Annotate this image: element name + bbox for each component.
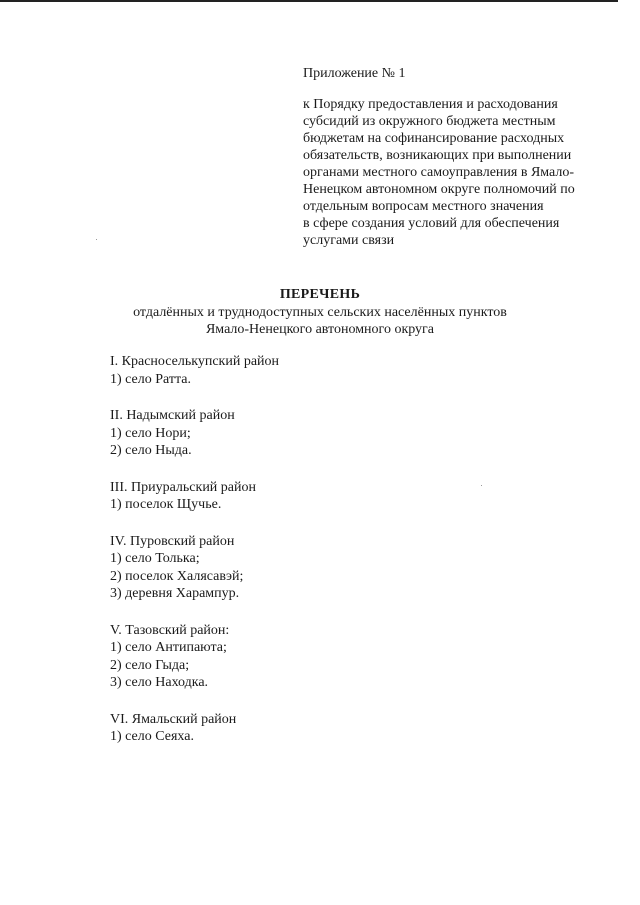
scan-edge-line [0, 0, 618, 2]
appendix-line: к Порядку предоставления и расходования [303, 97, 558, 112]
scan-speck [96, 239, 97, 240]
district-name: VI. Ямальский район [110, 711, 237, 727]
appendix-text [303, 96, 613, 249]
document-heading: ПЕРЕЧЕНЬ [279, 287, 361, 302]
appendix-line: бюджетам на софинансирование расходных [303, 131, 565, 146]
settlement-item: 2) село Ныда. [110, 443, 192, 458]
district-name: IV. Пуровский район [110, 533, 235, 549]
district-name: I. Красноселькупский район [110, 354, 280, 369]
settlement-item: 2) поселок Халясавэй; [110, 568, 244, 584]
district-section [110, 622, 530, 692]
settlement-item: 1) село Толька; [110, 551, 200, 566]
district-name: II. Надымский район [110, 408, 235, 423]
appendix-line: субсидий из окружного бюджета местным [303, 114, 556, 129]
document-subheading: отдалённых и труднодоступных сельских населённых пунктов [133, 305, 507, 320]
appendix-line: в сфере создания условий для обеспечения [303, 216, 560, 231]
district-section [110, 479, 530, 514]
settlement-item: 3) деревня Харампур. [110, 586, 240, 601]
settlement-item: 1) село Антипаюта; [110, 640, 227, 655]
appendix-line: обязательств, возникающих при выполнении [303, 148, 572, 163]
appendix-line: Ненецком автономном округе полномочий по [303, 182, 575, 197]
appendix-line: органами местного самоуправления в Ямало- [303, 165, 575, 180]
document-subheading: Ямало-Ненецкого автономного округа [205, 322, 435, 337]
appendix-title: Приложение № 1 [303, 66, 406, 81]
district-section [110, 533, 530, 603]
scan-speck [481, 485, 482, 486]
settlement-item: 2) село Гыда; [110, 657, 190, 673]
district-list [110, 353, 530, 765]
settlement-item: 3) село Находка. [110, 675, 209, 690]
settlement-item: 1) село Нори; [110, 425, 191, 441]
district-section [110, 711, 530, 746]
appendix-block [303, 65, 613, 249]
district-section [110, 353, 530, 388]
appendix-line: услугами связи [303, 233, 395, 248]
district-name: V. Тазовский район: [110, 622, 230, 638]
settlement-item: 1) село Сеяха. [110, 729, 194, 744]
district-name: III. Приуральский район [110, 479, 256, 495]
district-section [110, 407, 530, 460]
settlement-item: 1) село Ратта. [110, 371, 192, 387]
settlement-item: 1) поселок Щучье. [110, 497, 222, 512]
appendix-line: отдельным вопросам местного значения [303, 199, 544, 214]
